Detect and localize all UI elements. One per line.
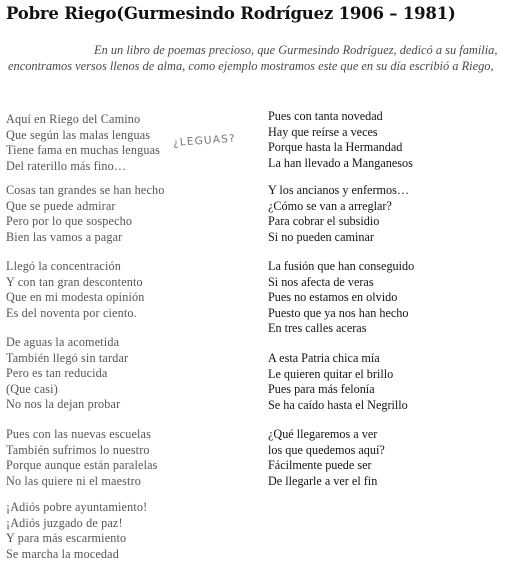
handwritten-note: ¿LEGUAS? <box>172 132 237 149</box>
poem-line: Pues con tanta novedad <box>268 109 383 123</box>
left-stanza-3 <box>6 259 144 321</box>
poem-line: La han llevado a Manganesos <box>268 155 413 170</box>
right-stanza-4 <box>268 351 408 413</box>
poem-line: Pero por lo que sospecho <box>6 214 133 229</box>
left-stanza-1 <box>6 112 160 174</box>
poem-line: Que según las malas lenguas <box>6 127 151 142</box>
poem-line: ¿Cómo se van a arreglar? <box>268 198 392 213</box>
poem-line: Hay que reírse a veces <box>268 124 378 139</box>
poem-line: Del raterillo más fino… <box>6 158 127 173</box>
poem-line: Tiene fama en muchas lenguas <box>6 143 161 158</box>
poem-line: A esta Patria chica mía <box>268 351 380 365</box>
poem-line: No nos la dejan probar <box>6 397 121 412</box>
poem-line: También sufrimos lo nuestro <box>6 442 150 457</box>
left-stanza-2 <box>6 183 165 245</box>
poem-line: Pues no estamos en olvido <box>268 290 398 305</box>
left-stanza-4 <box>6 335 128 413</box>
left-stanza-6 <box>6 500 147 562</box>
poem-line: Pues con las nuevas escuelas <box>6 427 151 441</box>
poem-line: Porque aunque están paralelas <box>6 458 158 473</box>
page-title: Pobre Riego(Gurmesindo Rodríguez 1906 – 1981) <box>6 4 456 23</box>
poem-line: Bien las vamos a pagar <box>6 229 123 244</box>
poem-line: En tres calles aceras <box>268 321 367 336</box>
poem-line: La fusión que han conseguido <box>268 259 415 273</box>
poem-line: Y para más escarmiento <box>6 531 127 546</box>
poem-line: Y con tan gran descontento <box>6 274 143 289</box>
poem-line: Aquí en Riego del Camino <box>6 112 141 126</box>
poem-line: Es del noventa por ciento. <box>6 305 137 320</box>
poem-line: También llegó sin tardar <box>6 350 129 365</box>
poem-line: (Que casi) <box>6 381 58 396</box>
intro-paragraph: En un libro de poemas precioso, que Gurmesindo Rodríguez, dedicó a su familia, encontramos versos llenos de alma, como ejemplo mostramos este que en su día escribió a Riego, <box>8 43 498 73</box>
poem-line: Que en mi modesta opinión <box>6 290 145 305</box>
poem-line: Puesto que ya nos han hecho <box>268 305 409 320</box>
right-stanza-5 <box>268 427 385 489</box>
poem-line: Para cobrar el subsidio <box>268 214 380 229</box>
right-stanza-2 <box>268 183 409 245</box>
poem-line: Pero es tan reducida <box>6 366 108 381</box>
poem-line: Pues para más felonía <box>268 382 375 397</box>
poem-line: ¿Qué llegaremos a ver <box>268 427 378 441</box>
poem-line: Si nos afecta de veras <box>268 274 374 289</box>
poem-line: Llegó la concentración <box>6 259 121 273</box>
poem-line: Y los ancianos y enfermos… <box>268 183 410 197</box>
right-stanza-1 <box>268 109 413 171</box>
poem-line: Fácilmente puede ser <box>268 458 372 473</box>
poem-line: ¡Adiós juzgado de paz! <box>6 515 123 530</box>
poem-line: los que quedemos aquí? <box>268 442 385 457</box>
poem-line: Que se puede admirar <box>6 198 116 213</box>
poem-line: Se ha caído hasta el Negrillo <box>268 397 408 412</box>
right-stanza-3 <box>268 259 414 337</box>
poem-line: Porque hasta la Hermandad <box>268 140 403 155</box>
poem-line: De llegarle a ver el fin <box>268 473 378 488</box>
poem-line: De aguas la acometida <box>6 335 120 349</box>
poem-line: Se marcha la mocedad <box>6 546 119 561</box>
poem-line: Cosas tan grandes se han hecho <box>6 183 165 197</box>
poem-line: Le quieren quitar el brillo <box>268 366 394 381</box>
poem-line: No las quiere ni el maestro <box>6 473 142 488</box>
poem-line: Si no pueden caminar <box>268 229 374 244</box>
left-stanza-5 <box>6 427 158 489</box>
poem-line: ¡Adiós pobre ayuntamiento! <box>6 500 148 514</box>
